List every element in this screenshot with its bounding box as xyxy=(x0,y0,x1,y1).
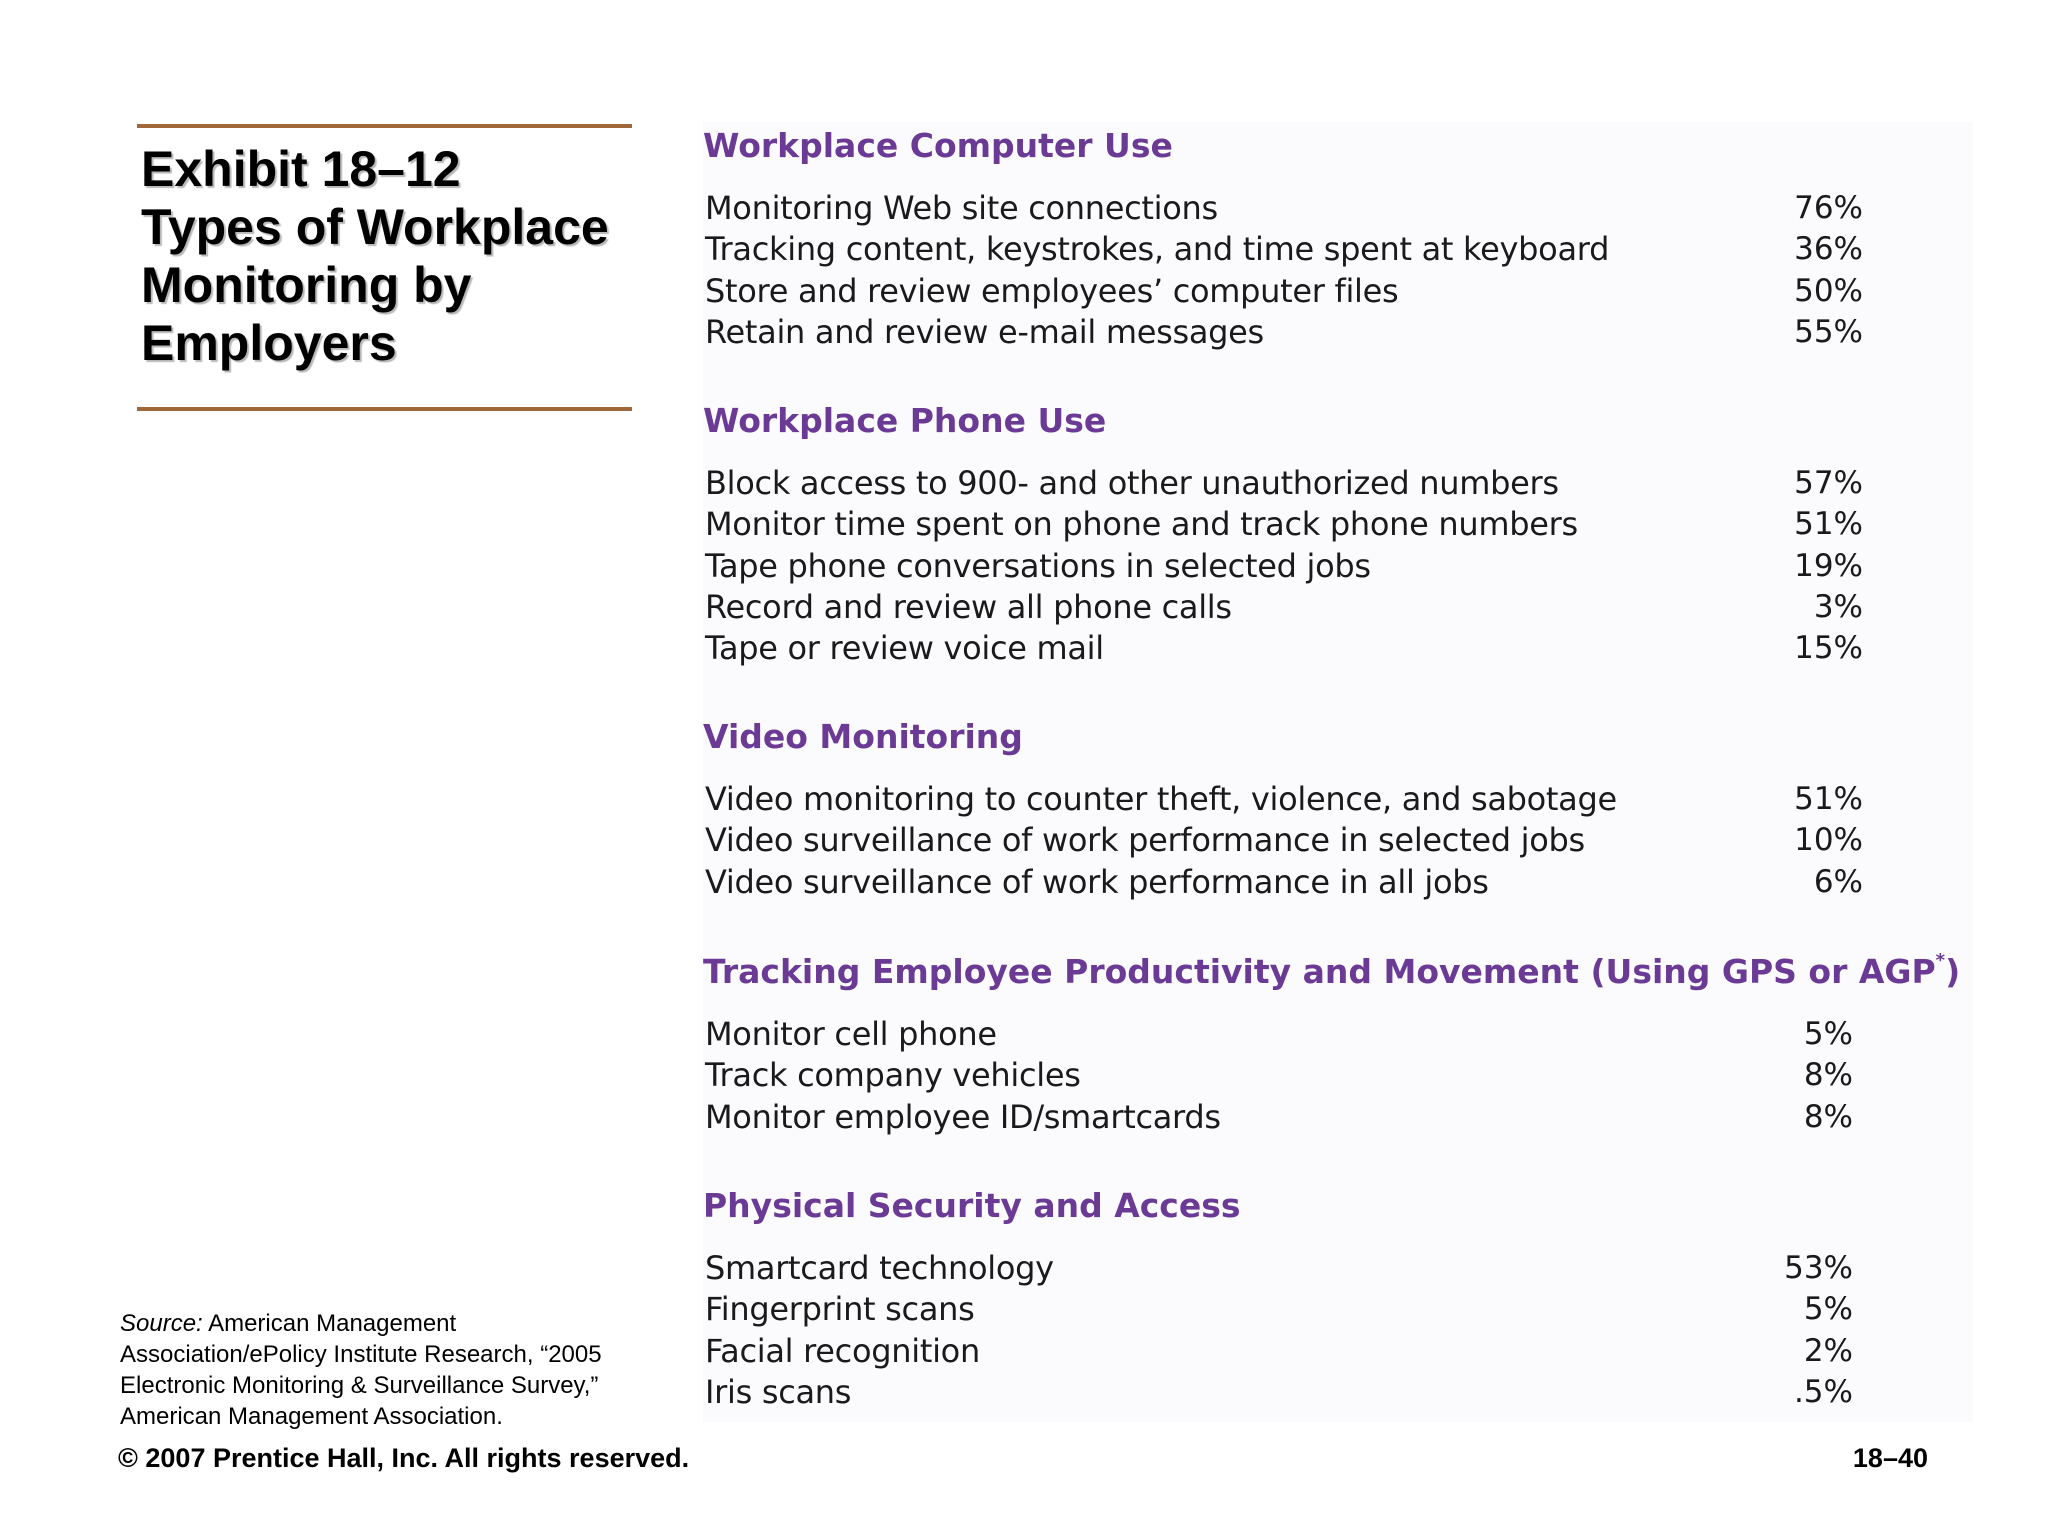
section-heading-end: ) xyxy=(1945,952,1961,991)
table-row xyxy=(703,1248,1973,1289)
section-heading xyxy=(703,952,1973,992)
row-label: Monitor employee ID/smartcards xyxy=(705,1097,1221,1136)
section-rows xyxy=(703,1014,1973,1138)
table-row xyxy=(703,188,1973,229)
table-row xyxy=(703,779,1973,820)
row-label: Video monitoring to counter theft, violence, and sabotage xyxy=(705,780,1617,818)
row-value: 19% xyxy=(1794,547,1863,584)
row-label: Facial recognition xyxy=(705,1331,980,1370)
section-video-monitoring xyxy=(703,717,1973,903)
row-value: 3% xyxy=(1813,588,1863,625)
row-label: Retain and review e-mail messages xyxy=(705,312,1264,351)
table-row xyxy=(703,1372,1973,1413)
table-row xyxy=(703,1331,1973,1372)
source-text: American Management Association/ePolicy Institute Research, “2005 Electronic Monitoring & Surveillance Survey,” American Management Association. xyxy=(120,1310,602,1430)
row-value: 10% xyxy=(1794,822,1863,859)
row-label: Monitor cell phone xyxy=(705,1015,997,1053)
table-row xyxy=(703,820,1973,861)
row-label: Block access to 900- and other unauthorized numbers xyxy=(705,464,1559,502)
row-value: 2% xyxy=(1803,1332,1853,1369)
row-value: 5% xyxy=(1803,1291,1853,1328)
section-physical-security-and-access xyxy=(703,1186,1973,1413)
row-value: 50% xyxy=(1794,272,1863,309)
row-value: 5% xyxy=(1803,1016,1853,1052)
table-row xyxy=(703,312,1973,353)
table-row xyxy=(703,463,1973,504)
row-label: Store and review employees’ computer files xyxy=(705,271,1399,310)
section-heading: Video Monitoring xyxy=(703,717,1023,756)
section-rows xyxy=(703,188,1973,353)
section-tracking-employee-productivity xyxy=(703,952,1973,1138)
row-value: 57% xyxy=(1794,465,1863,501)
row-value: 8% xyxy=(1803,1098,1853,1135)
row-value: 36% xyxy=(1794,231,1863,268)
page-number: 18–40 xyxy=(1852,1443,1928,1473)
row-label: Iris scans xyxy=(705,1372,852,1411)
row-value: 53% xyxy=(1784,1250,1853,1286)
row-label: Fingerprint scans xyxy=(705,1290,975,1329)
title-top-rule xyxy=(137,124,632,128)
row-value: .5% xyxy=(1793,1373,1853,1410)
row-value: 51% xyxy=(1794,781,1863,817)
table-row xyxy=(703,229,1973,270)
section-rows xyxy=(703,1248,1973,1413)
source-citation xyxy=(120,1308,660,1432)
row-label: Monitor time spent on phone and track phone numbers xyxy=(705,505,1578,544)
section-workplace-phone-use xyxy=(703,401,1973,669)
table-row xyxy=(703,587,1973,628)
table-row xyxy=(703,271,1973,312)
table-row xyxy=(703,1014,1973,1055)
table-row xyxy=(703,1097,1973,1138)
row-value: 8% xyxy=(1803,1057,1853,1094)
section-heading: Workplace Computer Use xyxy=(703,126,1173,165)
table-row xyxy=(703,504,1973,545)
table-row xyxy=(703,1055,1973,1096)
table-row xyxy=(703,1289,1973,1330)
title-line-2: Types of Workplace xyxy=(141,199,609,255)
row-value: 6% xyxy=(1813,863,1863,900)
row-label: Video surveillance of work performance in selected jobs xyxy=(705,821,1585,860)
title-line-1: Exhibit 18–12 xyxy=(141,141,461,197)
row-label: Tape or review voice mail xyxy=(705,629,1104,668)
table-row xyxy=(703,628,1973,669)
section-heading: Workplace Phone Use xyxy=(703,401,1107,440)
section-heading-text: Tracking Employee Productivity and Movement (Using GPS or AGP xyxy=(703,952,1936,991)
row-label: Track company vehicles xyxy=(705,1056,1081,1095)
table-row xyxy=(703,546,1973,587)
monitoring-table xyxy=(703,122,1973,1422)
section-workplace-computer-use xyxy=(703,126,1973,353)
section-rows xyxy=(703,779,1973,903)
row-value: 55% xyxy=(1794,313,1863,350)
row-label: Tape phone conversations in selected jobs xyxy=(705,546,1371,585)
row-label: Video surveillance of work performance in all jobs xyxy=(705,862,1489,901)
title-bottom-rule xyxy=(137,407,632,411)
footnote-marker: * xyxy=(1935,950,1946,971)
section-heading: Physical Security and Access xyxy=(703,1186,1241,1225)
row-label: Record and review all phone calls xyxy=(705,587,1232,626)
row-value: 15% xyxy=(1794,630,1863,667)
source-label: Source: xyxy=(120,1310,203,1337)
title-line-3: Monitoring by xyxy=(141,257,472,313)
section-rows xyxy=(703,463,1973,669)
row-label: Smartcard technology xyxy=(705,1249,1054,1287)
row-value: 51% xyxy=(1794,506,1863,543)
title-line-4: Employers xyxy=(141,315,397,371)
slide-title xyxy=(141,140,661,372)
row-label: Monitoring Web site connections xyxy=(705,189,1218,227)
row-value: 76% xyxy=(1794,190,1863,226)
copyright-notice: © 2007 Prentice Hall, Inc. All rights reserved. xyxy=(118,1443,690,1473)
row-label: Tracking content, keystrokes, and time spent at keyboard xyxy=(705,230,1610,269)
table-row xyxy=(703,862,1973,903)
